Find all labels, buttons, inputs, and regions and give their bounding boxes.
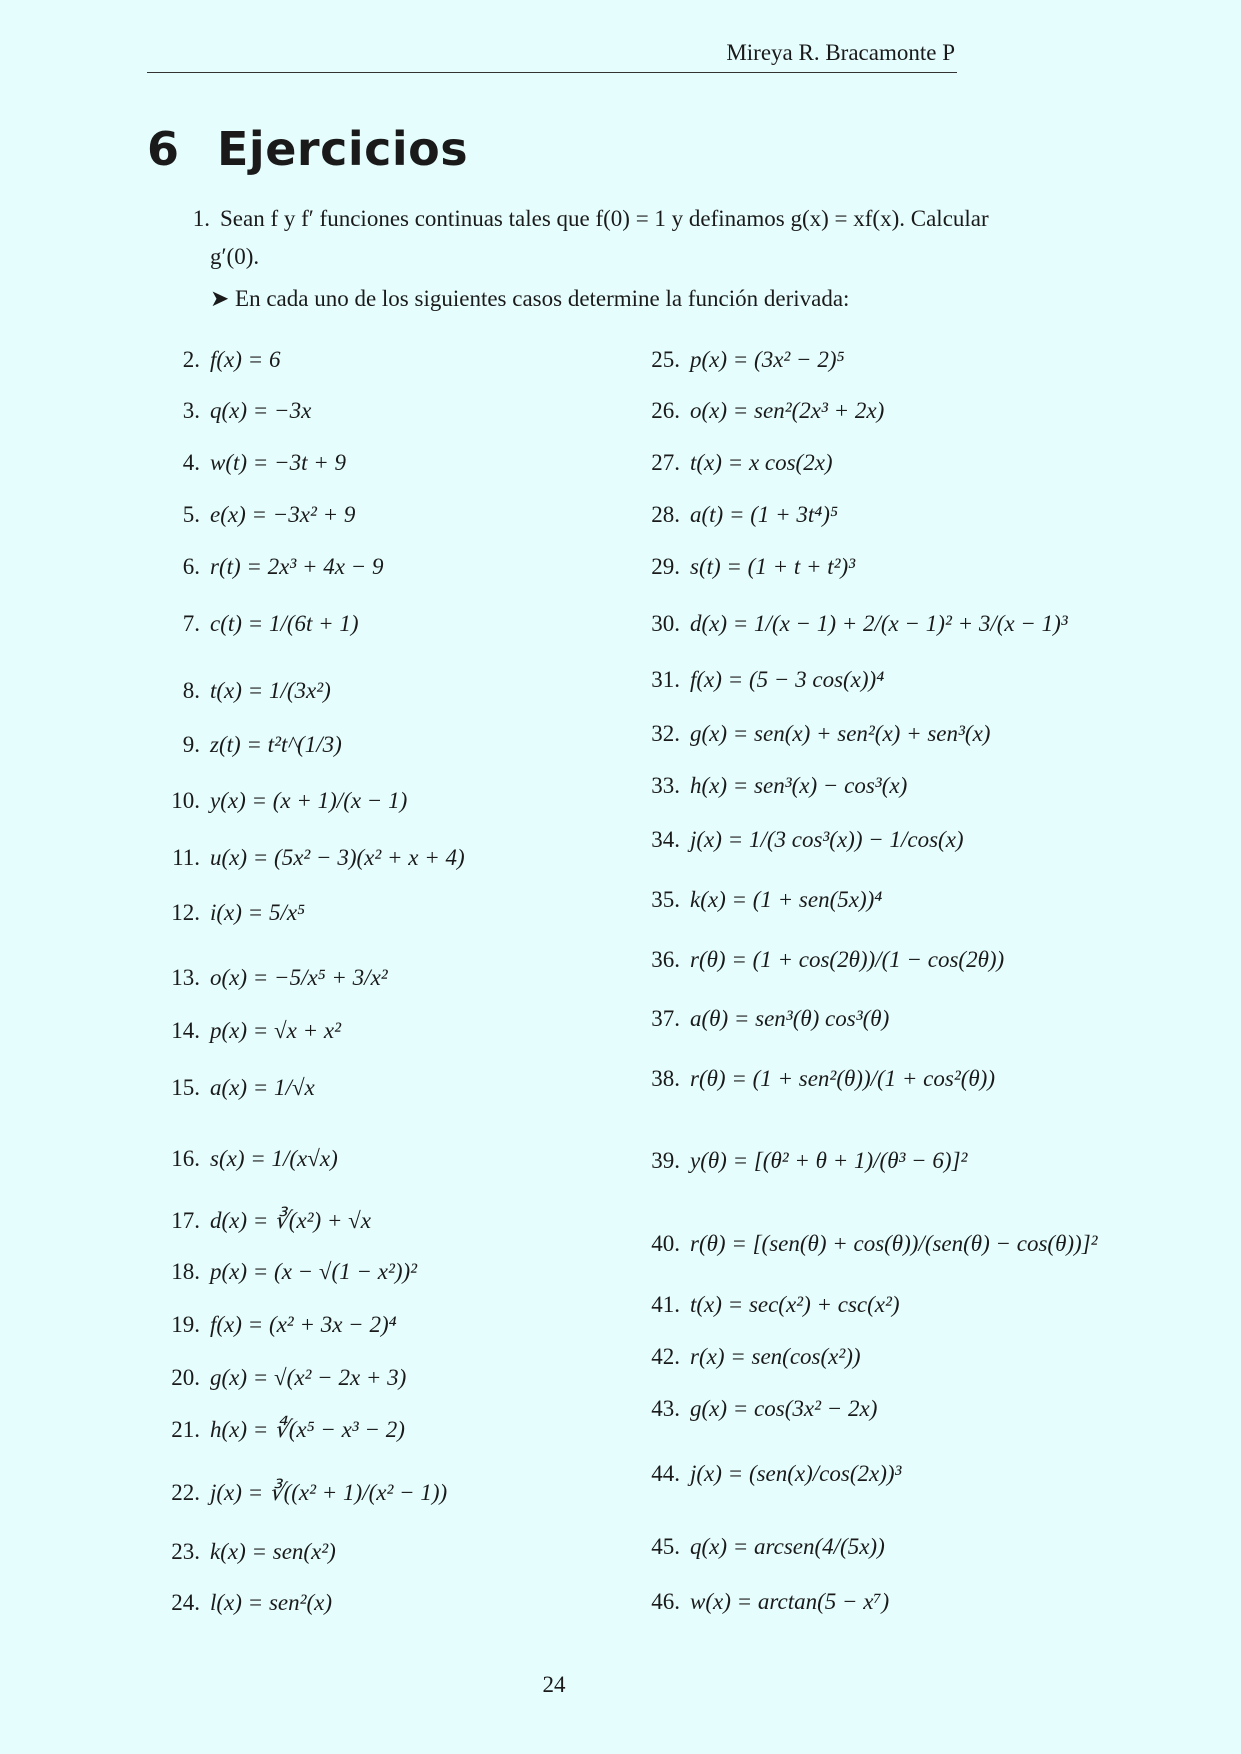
exercise-expression: r(θ) = (1 + cos(2θ))/(1 − cos(2θ))	[690, 947, 1005, 972]
exercise-number: 36.	[651, 947, 680, 972]
exercise-number: 17.	[171, 1208, 200, 1233]
exercise-item	[630, 1396, 877, 1422]
exercise-item	[630, 554, 855, 580]
exercise-expression: t(x) = sec(x²) + csc(x²)	[690, 1292, 900, 1317]
exercise-number: 44.	[651, 1461, 680, 1486]
exercise-expression: r(θ) = [(sen(θ) + cos(θ))/(sen(θ) − cos(θ))]²	[690, 1231, 1098, 1256]
exercise-expression: q(x) = −3x	[210, 398, 312, 423]
exercise-number: 31.	[651, 667, 680, 692]
exercise-item	[630, 721, 990, 747]
exercise-number: 35.	[651, 887, 680, 912]
exercise-expression: y(x) = (x + 1)/(x − 1)	[210, 788, 408, 813]
exercise-number: 18.	[171, 1259, 200, 1284]
exercise-number: 30.	[651, 611, 680, 636]
exercise-number: 10.	[171, 788, 200, 813]
exercise-expression: a(x) = 1/√x	[210, 1075, 315, 1100]
exercise-number: 33.	[651, 773, 680, 798]
exercise-item	[630, 1148, 967, 1174]
exercise-item	[150, 1146, 338, 1172]
exercise-number: 21.	[171, 1417, 200, 1442]
exercise-number: 46.	[651, 1589, 680, 1614]
exercise-expression: t(x) = 1/(3x²)	[210, 678, 331, 703]
exercise-item	[150, 788, 407, 814]
exercise-number: 13.	[171, 965, 200, 990]
exercise-expression: a(θ) = sen³(θ) cos³(θ)	[690, 1006, 890, 1031]
exercise-number: 12.	[171, 900, 200, 925]
exercise-number: 9.	[182, 732, 200, 757]
exercise-expression: f(x) = (5 − 3 cos(x))⁴	[690, 667, 885, 692]
exercise-intro	[170, 200, 1155, 311]
exercise-number: 43.	[651, 1396, 680, 1421]
exercise-item	[150, 1365, 406, 1391]
exercise-item	[150, 1075, 315, 1101]
exercise-item	[150, 1539, 336, 1565]
exercise-item	[150, 845, 465, 871]
exercise-number: 7.	[182, 611, 200, 636]
exercise-1	[170, 200, 1155, 238]
section-title-text: Ejercicios	[217, 122, 469, 176]
arrow-icon: ➤	[210, 286, 230, 311]
exercise-number: 22.	[171, 1480, 200, 1505]
exercise-expression: w(x) = arctan(5 − x⁷)	[690, 1589, 890, 1614]
exercise-expression: j(x) = ∛((x² + 1)/(x² − 1))	[210, 1480, 448, 1505]
exercise-expression: t(x) = x cos(2x)	[690, 450, 833, 475]
exercise-item	[630, 887, 882, 913]
exercise-item	[630, 827, 964, 853]
exercise-item	[630, 398, 884, 424]
exercise-item	[630, 1344, 861, 1370]
exercise-item	[150, 502, 355, 528]
exercise-expression: s(x) = 1/(x√x)	[210, 1146, 338, 1171]
exercise-expression: d(x) = ∛(x²) + √x	[210, 1208, 371, 1233]
exercise-expression: w(t) = −3t + 9	[210, 450, 347, 475]
exercise-number: 27.	[651, 450, 680, 475]
exercise-expression: r(θ) = (1 + sen²(θ))/(1 + cos²(θ))	[690, 1066, 995, 1091]
exercise-item	[150, 398, 311, 424]
header-author: Mireya R. Bracamonte P	[726, 40, 955, 65]
exercise-1-line-2: g′(0).	[210, 244, 260, 269]
exercise-expression: j(x) = 1/(3 cos³(x)) − 1/cos(x)	[690, 827, 964, 852]
exercise-number: 2.	[182, 347, 200, 372]
exercise-number: 23.	[171, 1539, 200, 1564]
exercise-item	[150, 965, 388, 991]
exercise-number: 20.	[171, 1365, 200, 1390]
exercise-number: 5.	[182, 502, 200, 527]
exercise-number: 25.	[651, 347, 680, 372]
exercise-item	[630, 947, 1004, 973]
exercise-item	[150, 611, 359, 637]
exercise-item	[630, 1461, 901, 1487]
exercise-number: 29.	[651, 554, 680, 579]
exercise-item	[150, 1590, 332, 1616]
exercise-item	[150, 678, 331, 704]
exercise-item	[150, 554, 384, 580]
exercise-expression: j(x) = (sen(x)/cos(2x))³	[690, 1461, 902, 1486]
exercise-expression: h(x) = ∜(x⁵ − x³ − 2)	[210, 1417, 405, 1442]
exercise-number: 6.	[182, 554, 200, 579]
exercise-expression: r(x) = sen(cos(x²))	[690, 1344, 861, 1369]
exercise-number: 38.	[651, 1066, 680, 1091]
exercise-expression: o(x) = sen²(2x³ + 2x)	[690, 398, 885, 423]
exercise-item	[630, 347, 845, 373]
exercise-number: 16.	[171, 1146, 200, 1171]
exercise-number: 42.	[651, 1344, 680, 1369]
exercise-number: 8.	[182, 678, 200, 703]
exercise-expression: g(x) = cos(3x² − 2x)	[690, 1396, 878, 1421]
exercise-1-continuation	[170, 238, 1155, 276]
exercise-item	[630, 667, 884, 693]
exercise-item	[150, 1312, 397, 1338]
exercise-expression: p(x) = (3x² − 2)⁵	[690, 347, 845, 372]
exercise-expression: g(x) = √(x² − 2x + 3)	[210, 1365, 407, 1390]
exercise-expression: d(x) = 1/(x − 1) + 2/(x − 1)² + 3/(x − 1)³	[690, 611, 1068, 636]
exercise-item	[630, 611, 1068, 637]
exercise-expression: z(t) = t²t^(1/3)	[210, 732, 342, 757]
exercise-number: 19.	[171, 1312, 200, 1337]
exercise-item	[630, 1231, 1098, 1257]
exercise-expression: l(x) = sen²(x)	[210, 1590, 333, 1615]
exercise-expression: o(x) = −5/x⁵ + 3/x²	[210, 965, 388, 990]
page-number: 24	[542, 1672, 566, 1697]
exercise-number: 28.	[651, 502, 680, 527]
exercise-1-line-1: Sean f y f′ funciones continuas tales que f(0) = 1 y definamos g(x) = xf(x). Calcular	[220, 206, 989, 231]
exercise-expression: s(t) = (1 + t + t²)³	[690, 554, 856, 579]
exercise-expression: k(x) = (1 + sen(5x))⁴	[690, 887, 883, 912]
exercise-expression: u(x) = (5x² − 3)(x² + x + 4)	[210, 845, 465, 870]
exercise-item	[630, 450, 833, 476]
exercise-expression: f(x) = 6	[210, 347, 281, 372]
exercise-item	[150, 1480, 447, 1506]
instruction-text: En cada uno de los siguientes casos determine la función derivada:	[235, 286, 850, 311]
exercise-expression: h(x) = sen³(x) − cos³(x)	[690, 773, 908, 798]
exercise-item	[150, 900, 305, 926]
exercise-expression: f(x) = (x² + 3x − 2)⁴	[210, 1312, 397, 1337]
exercise-number: 24.	[171, 1590, 200, 1615]
exercise-number: 26.	[651, 398, 680, 423]
exercise-item	[150, 1259, 417, 1285]
exercise-expression: g(x) = sen(x) + sen²(x) + sen³(x)	[690, 721, 991, 746]
exercise-expression: q(x) = arcsen(4/(5x))	[690, 1534, 885, 1559]
exercise-expression: a(t) = (1 + 3t⁴)⁵	[690, 502, 838, 527]
exercise-item	[150, 347, 280, 373]
exercise-item	[630, 1066, 995, 1092]
exercise-item	[150, 1417, 405, 1443]
exercise-1-number: 1.	[192, 206, 210, 231]
exercise-expression: p(x) = √x + x²	[210, 1018, 342, 1043]
exercise-item	[630, 1534, 885, 1560]
exercise-number: 37.	[651, 1006, 680, 1031]
exercise-item	[630, 773, 907, 799]
exercise-number: 39.	[651, 1148, 680, 1173]
exercise-expression: r(t) = 2x³ + 4x − 9	[210, 554, 384, 579]
exercise-item	[630, 1006, 889, 1032]
exercise-number: 11.	[172, 845, 200, 870]
instruction-line	[210, 280, 849, 318]
exercise-item	[630, 502, 838, 528]
exercise-expression: c(t) = 1/(6t + 1)	[210, 611, 359, 636]
exercise-number: 34.	[651, 827, 680, 852]
exercise-number: 4.	[182, 450, 200, 475]
page-header	[147, 38, 957, 73]
exercise-number: 45.	[651, 1534, 680, 1559]
exercise-expression: k(x) = sen(x²)	[210, 1539, 336, 1564]
exercise-expression: e(x) = −3x² + 9	[210, 502, 356, 527]
exercise-expression: p(x) = (x − √(1 − x²))²	[210, 1259, 418, 1284]
exercise-number: 3.	[182, 398, 200, 423]
exercise-number: 14.	[171, 1018, 200, 1043]
exercise-item	[630, 1589, 889, 1615]
section-title	[147, 122, 468, 176]
exercise-number: 41.	[651, 1292, 680, 1317]
exercise-number: 15.	[171, 1075, 200, 1100]
exercise-item	[150, 450, 346, 476]
exercise-item	[150, 1208, 371, 1234]
exercise-item	[630, 1292, 900, 1318]
exercise-expression: i(x) = 5/x⁵	[210, 900, 306, 925]
section-number: 6	[147, 122, 180, 176]
exercise-number: 32.	[651, 721, 680, 746]
exercise-number: 40.	[651, 1231, 680, 1256]
exercise-item	[150, 732, 342, 758]
exercise-expression: y(θ) = [(θ² + θ + 1)/(θ³ − 6)]²	[690, 1148, 968, 1173]
exercise-item	[150, 1018, 341, 1044]
